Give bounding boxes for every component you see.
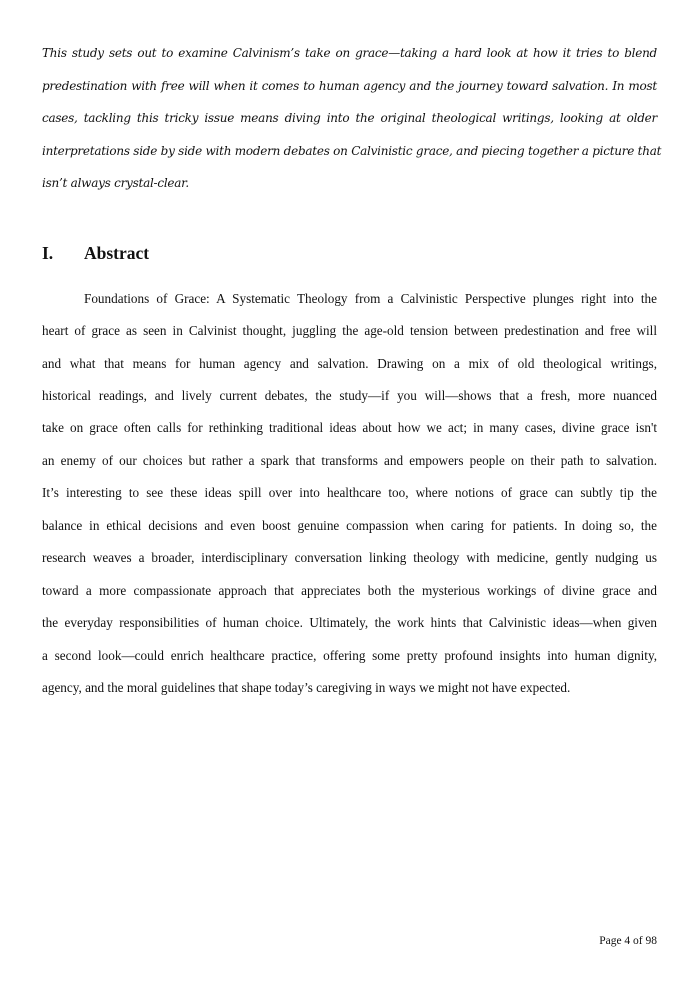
intro-line: interpretations side by side with modern debates on Calvinistic grace, and piecing together a picture that [42, 144, 662, 158]
abstract-line: a second look—could enrich healthcare practice, offering some pretty profound insights into human dignity, [42, 648, 657, 663]
abstract-line: balance in ethical decisions and even boost genuine compassion when caring for patients. In doing so, the [42, 518, 657, 533]
abstract-line: the everyday responsibilities of human choice. Ultimately, the work hints that Calvinistic ideas—when given [42, 615, 657, 630]
abstract-line: It’s interesting to see these ideas spill over into healthcare too, where notions of grace can subtly tip the [42, 485, 657, 500]
page-number: Page 4 of 98 [599, 935, 657, 947]
intro-line: cases, tackling this tricky issue means diving into the original theological writings, looking at older [42, 111, 657, 125]
abstract-line: toward a more compassionate approach that appreciates both the mysterious workings of divine grace and [42, 583, 657, 598]
section-number: I. [42, 243, 54, 263]
intro-line: predestination with free will when it comes to human agency and the journey toward salvation. In most [42, 79, 657, 93]
abstract-line: and what that means for human agency and salvation. Drawing on a mix of old theological writings, [42, 356, 657, 371]
abstract-line: research weaves a broader, interdisciplinary conversation linking theology with medicine, gently nudging us [42, 550, 657, 565]
abstract-line: Foundations of Grace: A Systematic Theology from a Calvinistic Perspective plunges right into the [84, 291, 657, 306]
abstract-line: agency, and the moral guidelines that shape today’s caregiving in ways we might not have expected. [42, 680, 571, 695]
abstract-line: take on grace often calls for rethinking traditional ideas about how we act; in many cases, divine grace isn't [42, 420, 657, 435]
abstract-line: historical readings, and lively current debates, the study—if you will—shows that a fresh, more nuanced [42, 388, 657, 403]
section-title: Abstract [84, 243, 150, 263]
intro-line: isn’t always crystal-clear. [42, 176, 189, 190]
intro-line: This study sets out to examine Calvinism’s take on grace—taking a hard look at how it tries to blend [42, 46, 657, 60]
abstract-line: heart of grace as seen in Calvinist thought, juggling the age-old tension between predestination and free will [42, 323, 657, 338]
abstract-line: an enemy of our choices but rather a spark that transforms and empowers people on their path to salvation. [42, 453, 657, 468]
